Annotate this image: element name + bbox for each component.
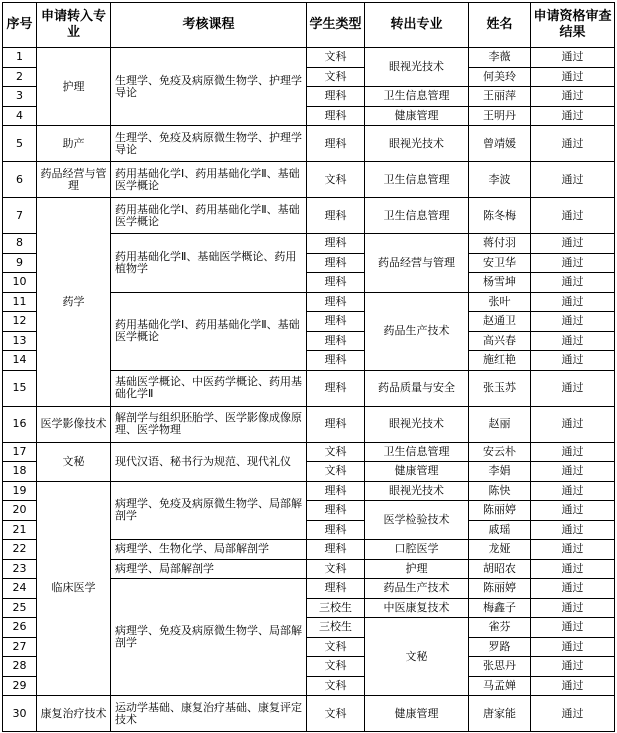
student-type: 文科 [307, 696, 365, 732]
review-result: 通过 [531, 406, 615, 442]
course-list: 生理学、免疫及病原微生物学、护理学导论 [111, 126, 307, 162]
from-major: 眼视光技术 [365, 406, 469, 442]
student-type: 理科 [307, 292, 365, 312]
student-type: 文科 [307, 559, 365, 579]
student-type: 文科 [307, 67, 365, 87]
review-result: 通过 [531, 162, 615, 198]
student-type: 理科 [307, 481, 365, 501]
review-result: 通过 [531, 618, 615, 638]
student-name: 陈丽婷 [469, 501, 531, 521]
target-major: 药品经营与管理 [37, 162, 111, 198]
student-type: 理科 [307, 351, 365, 371]
row-no: 5 [3, 126, 37, 162]
student-type: 理科 [307, 87, 365, 107]
row-no: 24 [3, 579, 37, 599]
row-no: 7 [3, 198, 37, 234]
row-no: 8 [3, 234, 37, 254]
header-courses: 考核课程 [111, 3, 307, 48]
row-no: 25 [3, 598, 37, 618]
student-type: 理科 [307, 331, 365, 351]
student-type: 理科 [307, 520, 365, 540]
review-result: 通过 [531, 696, 615, 732]
student-name: 张叶 [469, 292, 531, 312]
student-name: 王明丹 [469, 106, 531, 126]
review-result: 通过 [531, 501, 615, 521]
course-list: 解剖学与组织胚胎学、医学影像成像原理、医学物理 [111, 406, 307, 442]
student-name: 马孟婵 [469, 676, 531, 696]
student-name: 罗路 [469, 637, 531, 657]
student-name: 曾靖媛 [469, 126, 531, 162]
student-type: 理科 [307, 198, 365, 234]
student-name: 龙娅 [469, 540, 531, 560]
row-no: 14 [3, 351, 37, 371]
table-row [3, 126, 615, 162]
student-name: 戚瑶 [469, 520, 531, 540]
student-type: 理科 [307, 312, 365, 332]
header-student-type: 学生类型 [307, 3, 365, 48]
row-no: 6 [3, 162, 37, 198]
student-name: 陈丽婷 [469, 579, 531, 599]
row-no: 13 [3, 331, 37, 351]
student-type: 理科 [307, 253, 365, 273]
student-name: 陈快 [469, 481, 531, 501]
review-result: 通过 [531, 87, 615, 107]
target-major: 临床医学 [37, 481, 111, 696]
review-result: 通过 [531, 462, 615, 482]
row-no: 26 [3, 618, 37, 638]
student-name: 蒋付羽 [469, 234, 531, 254]
review-result: 通过 [531, 481, 615, 501]
target-major: 护理 [37, 48, 111, 126]
course-list: 药用基础化学Ⅰ、药用基础化学Ⅱ、基础医学概论 [111, 198, 307, 234]
course-list: 病理学、局部解剖学 [111, 559, 307, 579]
row-no: 28 [3, 657, 37, 677]
student-name: 唐家能 [469, 696, 531, 732]
row-no: 18 [3, 462, 37, 482]
student-name: 赵丽 [469, 406, 531, 442]
student-name: 施红艳 [469, 351, 531, 371]
from-major: 药品生产技术 [365, 292, 469, 370]
student-name: 安云朴 [469, 442, 531, 462]
from-major: 眼视光技术 [365, 48, 469, 87]
course-list: 运动学基础、康复治疗基础、康复评定技术 [111, 696, 307, 732]
student-name: 安卫华 [469, 253, 531, 273]
from-major: 卫生信息管理 [365, 442, 469, 462]
student-name: 张思丹 [469, 657, 531, 677]
student-name: 赵通卫 [469, 312, 531, 332]
from-major: 健康管理 [365, 106, 469, 126]
header-result: 申请资格审查结果 [531, 3, 615, 48]
header-name: 姓名 [469, 3, 531, 48]
target-major: 文秘 [37, 442, 111, 481]
student-type: 三校生 [307, 618, 365, 638]
review-result: 通过 [531, 520, 615, 540]
table-row [3, 406, 615, 442]
course-list: 药用基础化学Ⅱ、基础医学概论、药用植物学 [111, 234, 307, 293]
from-major: 卫生信息管理 [365, 162, 469, 198]
course-list: 生理学、免疫及病原微生物学、护理学导论 [111, 48, 307, 126]
from-major: 文秘 [365, 618, 469, 696]
review-result: 通过 [531, 370, 615, 406]
student-type: 文科 [307, 637, 365, 657]
student-name: 杨雪坤 [469, 273, 531, 293]
transfer-review-table [2, 2, 615, 732]
course-list: 病理学、免疫及病原微生物学、局部解剖学 [111, 579, 307, 696]
row-no: 20 [3, 501, 37, 521]
review-result: 通过 [531, 273, 615, 293]
row-no: 10 [3, 273, 37, 293]
course-list: 基础医学概论、中医药学概论、药用基础化学Ⅱ [111, 370, 307, 406]
review-result: 通过 [531, 579, 615, 599]
review-result: 通过 [531, 198, 615, 234]
from-major: 药品经营与管理 [365, 234, 469, 293]
from-major: 护理 [365, 559, 469, 579]
student-type: 理科 [307, 273, 365, 293]
from-major: 医学检验技术 [365, 501, 469, 540]
from-major: 中医康复技术 [365, 598, 469, 618]
table-row [3, 696, 615, 732]
from-major: 健康管理 [365, 696, 469, 732]
student-type: 文科 [307, 462, 365, 482]
student-name: 何美玲 [469, 67, 531, 87]
row-no: 27 [3, 637, 37, 657]
review-result: 通过 [531, 657, 615, 677]
review-result: 通过 [531, 234, 615, 254]
row-no: 30 [3, 696, 37, 732]
student-type: 三校生 [307, 598, 365, 618]
from-major: 健康管理 [365, 462, 469, 482]
row-no: 2 [3, 67, 37, 87]
course-list: 病理学、免疫及病原微生物学、局部解剖学 [111, 481, 307, 540]
student-type: 理科 [307, 406, 365, 442]
review-result: 通过 [531, 442, 615, 462]
review-result: 通过 [531, 106, 615, 126]
student-type: 文科 [307, 48, 365, 68]
from-major: 眼视光技术 [365, 126, 469, 162]
student-name: 梅鑫子 [469, 598, 531, 618]
row-no: 29 [3, 676, 37, 696]
target-major: 助产 [37, 126, 111, 162]
student-type: 理科 [307, 540, 365, 560]
student-name: 张玉苏 [469, 370, 531, 406]
from-major: 眼视光技术 [365, 481, 469, 501]
from-major: 卫生信息管理 [365, 198, 469, 234]
student-name: 王丽萍 [469, 87, 531, 107]
student-type: 理科 [307, 501, 365, 521]
review-result: 通过 [531, 253, 615, 273]
review-result: 通过 [531, 292, 615, 312]
header-target-major: 申请转入专业 [37, 3, 111, 48]
table-row [3, 442, 615, 462]
student-type: 文科 [307, 442, 365, 462]
student-name: 胡昭农 [469, 559, 531, 579]
row-no: 9 [3, 253, 37, 273]
student-type: 文科 [307, 657, 365, 677]
student-name: 李娟 [469, 462, 531, 482]
row-no: 23 [3, 559, 37, 579]
student-name: 雀芬 [469, 618, 531, 638]
table-row [3, 162, 615, 198]
course-list: 现代汉语、秘书行为规范、现代礼仪 [111, 442, 307, 481]
target-major: 药学 [37, 198, 111, 407]
from-major: 口腔医学 [365, 540, 469, 560]
review-result: 通过 [531, 676, 615, 696]
target-major: 康复治疗技术 [37, 696, 111, 732]
from-major: 药品生产技术 [365, 579, 469, 599]
row-no: 3 [3, 87, 37, 107]
review-result: 通过 [531, 637, 615, 657]
row-no: 4 [3, 106, 37, 126]
row-no: 17 [3, 442, 37, 462]
student-type: 文科 [307, 676, 365, 696]
review-result: 通过 [531, 48, 615, 68]
review-result: 通过 [531, 67, 615, 87]
table-row [3, 48, 615, 68]
course-list: 病理学、生物化学、局部解剖学 [111, 540, 307, 560]
student-type: 理科 [307, 106, 365, 126]
row-no: 22 [3, 540, 37, 560]
table-row [3, 481, 615, 501]
header-from-major: 转出专业 [365, 3, 469, 48]
student-name: 李薇 [469, 48, 531, 68]
student-name: 李波 [469, 162, 531, 198]
student-type: 理科 [307, 234, 365, 254]
table-row [3, 198, 615, 234]
row-no: 11 [3, 292, 37, 312]
row-no: 15 [3, 370, 37, 406]
student-name: 陈冬梅 [469, 198, 531, 234]
course-list: 药用基础化学Ⅰ、药用基础化学Ⅱ、基础医学概论 [111, 162, 307, 198]
header-row [3, 3, 615, 48]
student-name: 高兴春 [469, 331, 531, 351]
target-major: 医学影像技术 [37, 406, 111, 442]
review-result: 通过 [531, 540, 615, 560]
row-no: 16 [3, 406, 37, 442]
row-no: 12 [3, 312, 37, 332]
student-type: 理科 [307, 126, 365, 162]
from-major: 药品质量与安全 [365, 370, 469, 406]
student-type: 文科 [307, 162, 365, 198]
review-result: 通过 [531, 559, 615, 579]
review-result: 通过 [531, 331, 615, 351]
from-major: 卫生信息管理 [365, 87, 469, 107]
row-no: 21 [3, 520, 37, 540]
review-result: 通过 [531, 351, 615, 371]
student-type: 理科 [307, 370, 365, 406]
student-type: 理科 [307, 579, 365, 599]
course-list: 药用基础化学Ⅰ、药用基础化学Ⅱ、基础医学概论 [111, 292, 307, 370]
review-result: 通过 [531, 312, 615, 332]
review-result: 通过 [531, 598, 615, 618]
review-result: 通过 [531, 126, 615, 162]
header-no: 序号 [3, 3, 37, 48]
row-no: 19 [3, 481, 37, 501]
row-no: 1 [3, 48, 37, 68]
